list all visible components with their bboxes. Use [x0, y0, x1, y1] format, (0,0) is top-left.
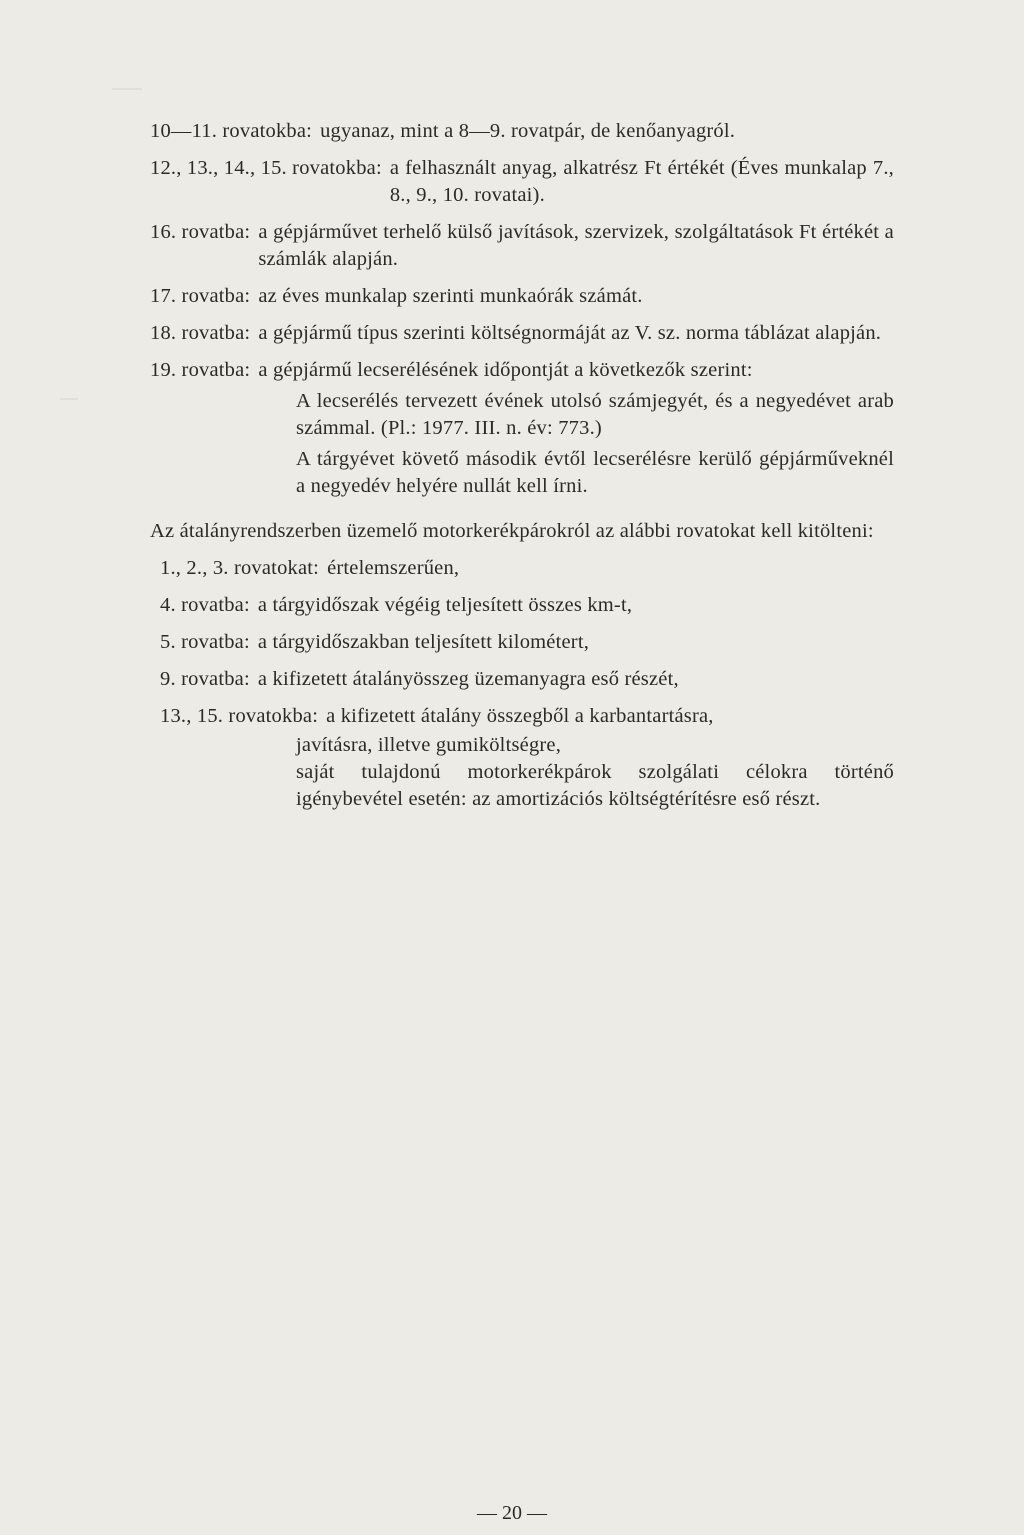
entry-text: a tárgyidőszakban teljesített kilométert,: [257, 631, 590, 653]
entry-text: a kifizetett átalány összegből a karbantartásra,: [326, 705, 714, 727]
entry-13-detail-1: javításra, illetve gumiköltségre,: [296, 734, 562, 756]
entry-text: a tárgyidőszak végéig teljesített összes km-t,: [257, 594, 633, 616]
entry-19-detail-2: A tárgyévet követő második évtől lecserélésre kerülő gépjárműveknél a negyedév helyére nullát kell írni.: [296, 448, 894, 497]
entry-label: 1., 2., 3. rovatokat:: [160, 557, 320, 579]
entry-19-detail-1: A lecserélés tervezett évének utolsó számjegyét, és a negyedévet arab számmal. (Pl.: 1977. III. n. év: 773.): [296, 390, 894, 439]
entry-label: 4. rovatba:: [160, 594, 250, 616]
entry-16: [150, 219, 894, 273]
entry-text: a gépjárművet terhelő külső javítások, szervizek, szolgáltatások Ft értékét a számlák alapján.: [258, 221, 894, 270]
entry-text: az éves munkalap szerinti munkaórák számát.: [258, 285, 643, 307]
entry-12-15: [150, 155, 894, 209]
entry-label: 16. rovatba:: [150, 221, 251, 243]
entry-text: értelemszerűen,: [327, 557, 460, 579]
list-item: [160, 592, 894, 619]
page-number: — 20 —: [477, 1502, 547, 1524]
entry-text: ugyanaz, mint a 8—9. rovatpár, de kenőanyagról.: [320, 120, 736, 142]
list-item: [160, 629, 894, 656]
entry-label: 12., 13., 14., 15. rovatokba:: [150, 157, 382, 179]
document-body: [150, 118, 894, 813]
motorcycle-field-list: [160, 555, 894, 730]
show-through-mark: [112, 88, 142, 90]
intro-paragraph: Az átalányrendszerben üzemelő motorkerékpárokról az alábbi rovatokat kell kitölteni:: [150, 520, 874, 542]
entry-label: 13., 15. rovatokba:: [160, 705, 319, 727]
list-item: [160, 555, 894, 582]
entry-17: [150, 283, 894, 310]
entry-text: a gépjármű típus szerinti költségnormáját az V. sz. norma táblázat alapján.: [258, 322, 882, 344]
entry-18: [150, 320, 894, 347]
entry-10-11: [150, 118, 894, 145]
entry-label: 9. rovatba:: [160, 668, 250, 690]
list-item: [160, 666, 894, 693]
entry-label: 19. rovatba:: [150, 359, 251, 381]
entry-label: 18. rovatba:: [150, 322, 251, 344]
list-item: [160, 703, 894, 730]
entry-19: [150, 357, 894, 384]
entry-label: 5. rovatba:: [160, 631, 250, 653]
entry-text: a kifizetett átalányösszeg üzemanyagra eső részét,: [257, 668, 679, 690]
entry-text: a felhasznált anyag, alkatrész Ft értékét (Éves munkalap 7., 8., 9., 10. rovatai).: [389, 157, 894, 206]
show-through-mark: [60, 398, 78, 400]
entry-text: a gépjármű lecserélésének időpontját a következők szerint:: [258, 359, 753, 381]
entry-label: 17. rovatba:: [150, 285, 251, 307]
entry-label: 10—11. rovatokba:: [150, 120, 313, 142]
entry-13-detail-2: saját tulajdonú motorkerékpárok szolgálati célokra történő igénybevétel esetén: az amortizációs költségtérítésre eső részt.: [296, 761, 894, 810]
